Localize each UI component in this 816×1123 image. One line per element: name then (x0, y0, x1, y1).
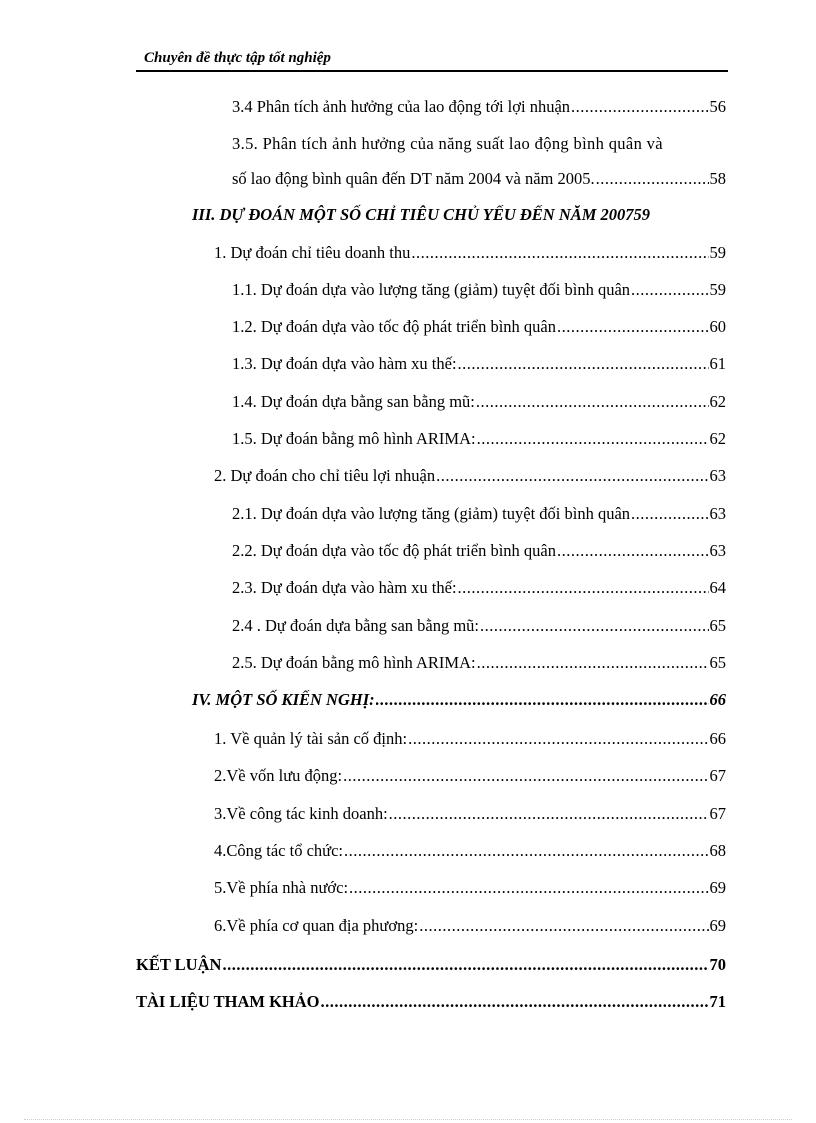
toc-entry-3-1-4[interactable] (232, 392, 726, 412)
toc-entry-page: 65 (709, 653, 726, 672)
toc-entry-title: 1.1. Dự đoán dựa vào lượng tăng (giảm) tuyệt đối bình quân (232, 280, 631, 299)
toc-entry-title: 2.3. Dự đoán dựa vào hàm xu thế: (232, 578, 457, 597)
toc-entry-3-2-4[interactable] (232, 616, 726, 636)
toc-entry-3-1[interactable] (214, 243, 726, 263)
toc-entry-3-2-3[interactable] (232, 578, 726, 598)
leader-dots (349, 878, 708, 898)
toc-entry-page: 56 (709, 97, 726, 116)
leader-dots (408, 729, 708, 749)
leader-dots (344, 841, 709, 861)
toc-section-title: III. DỰ ĐOÁN MỘT SỐ CHỈ TIÊU CHỦ YẾU ĐẾN NĂM 2007 (192, 205, 634, 224)
leader-dots (571, 97, 708, 117)
toc-entry-title: 1.4. Dự đoán dựa bằng san bằng mũ: (232, 392, 475, 411)
toc-entry-title: 2.Về vốn lưu động: (214, 766, 343, 785)
leader-dots (477, 653, 709, 673)
toc-entry-title: 3.Về công tác kinh doanh: (214, 804, 388, 823)
toc-entry-page: 70 (709, 955, 726, 974)
leader-dots (631, 504, 708, 524)
toc-entry-3-1-3[interactable] (232, 354, 726, 374)
page-bottom-divider (24, 1119, 792, 1120)
toc-entry-title: 2.5. Dự đoán bằng mô hình ARIMA: (232, 653, 476, 672)
leader-dots (557, 317, 709, 337)
toc-entry-page: 59 (633, 205, 651, 224)
toc-section-title: KẾT LUẬN (136, 955, 222, 974)
toc-section-3[interactable] (192, 205, 726, 225)
toc-entry-3-5[interactable] (232, 169, 726, 189)
leader-dots (596, 169, 709, 189)
toc-entry-4-5[interactable] (214, 878, 726, 898)
toc-entry-title: số lao động bình quân đến DT năm 2004 và năm 2005. (232, 169, 595, 188)
toc-entry-page: 63 (709, 541, 726, 560)
toc-entry-4-1[interactable] (214, 729, 726, 749)
toc-entry-page: 62 (709, 429, 726, 448)
toc-entry-title: 1. Dự đoán chỉ tiêu doanh thu (214, 243, 411, 262)
toc-entry-page: 67 (709, 804, 726, 823)
leader-dots (419, 916, 708, 936)
toc-entry-title: 1.2. Dự đoán dựa vào tốc độ phát triển bình quân (232, 317, 556, 336)
leader-dots (411, 243, 708, 263)
toc-entry-page: 69 (709, 916, 726, 935)
toc-entry-page: 65 (709, 616, 726, 635)
toc-section-title: TÀI LIỆU THAM KHẢO (136, 992, 320, 1011)
toc-entry-title: 2.1. Dự đoán dựa vào lượng tăng (giảm) tuyệt đối bình quân (232, 504, 631, 523)
toc-entry-title: 2.4 . Dự đoán dựa bằng san bằng mũ: (232, 616, 480, 635)
toc-entry-page: 62 (709, 392, 726, 411)
toc-entry-page: 64 (709, 578, 726, 597)
toc-section-4[interactable] (192, 690, 726, 710)
leader-dots (631, 280, 708, 300)
toc-entry-3-2-5[interactable] (232, 653, 726, 673)
toc-entry-3-2-2[interactable] (232, 541, 726, 561)
leader-dots (480, 616, 708, 636)
toc-entry-page: 59 (709, 243, 726, 262)
toc-entry-page: 63 (709, 466, 726, 485)
toc-entry-title: 3.4 Phân tích ảnh hưởng của lao động tới lợi nhuận (232, 97, 571, 116)
toc-entry-title: 1. Về quản lý tài sản cố định: (214, 729, 408, 748)
header-title: Chuyên đề thực tập tốt nghiệp (144, 50, 331, 66)
toc-entry-4-2[interactable] (214, 766, 726, 786)
toc-conclusion[interactable] (136, 955, 726, 975)
toc-entry-3-1-1[interactable] (232, 280, 726, 300)
leader-dots (477, 429, 709, 449)
leader-dots (343, 766, 708, 786)
toc-entry-3-2[interactable] (214, 466, 726, 486)
toc-entry-3-2-1[interactable] (232, 504, 726, 524)
leader-dots (222, 955, 708, 975)
toc-entry-title: 1.5. Dự đoán bằng mô hình ARIMA: (232, 429, 476, 448)
toc-entry-title: 2.2. Dự đoán dựa vào tốc độ phát triển bình quân (232, 541, 556, 560)
toc-entry-title: 4.Công tác tổ chức: (214, 841, 343, 860)
toc-entry-page: 69 (709, 878, 726, 897)
leader-dots (436, 466, 708, 486)
toc-entry-4-6[interactable] (214, 916, 726, 936)
toc-entry-3-1-5[interactable] (232, 429, 726, 449)
toc-entry-title: 5.Về phía nhà nước: (214, 878, 349, 897)
toc-entry-page: 63 (709, 504, 726, 523)
toc-entry-3-5-line1[interactable]: 3.5. Phân tích ảnh hưởng của năng suất lao động bình quân và (232, 134, 663, 153)
toc-entry-page: 66 (709, 729, 726, 748)
leader-dots (476, 392, 709, 412)
toc-section-title: IV. MỘT SỐ KIẾN NGHỊ: (192, 690, 375, 709)
toc-entry-title: 6.Về phía cơ quan địa phương: (214, 916, 419, 935)
toc-entry-page: 61 (709, 354, 726, 373)
toc-entry-3-1-2[interactable] (232, 317, 726, 337)
leader-dots (321, 992, 709, 1012)
leader-dots (458, 354, 709, 374)
toc-entry-page: 67 (709, 766, 726, 785)
toc-entry-page: 60 (709, 317, 726, 336)
leader-dots (389, 804, 709, 824)
toc-entry-title: 1.3. Dự đoán dựa vào hàm xu thế: (232, 354, 457, 373)
toc-entry-3-4[interactable] (232, 97, 726, 117)
toc-entry-4-4[interactable] (214, 841, 726, 861)
leader-dots (557, 541, 709, 561)
leader-dots (376, 690, 709, 710)
toc-entry-title: 2. Dự đoán cho chỉ tiêu lợi nhuận (214, 466, 436, 485)
toc-entry-page: 66 (709, 690, 726, 709)
leader-dots (458, 578, 709, 598)
toc-entry-page: 68 (709, 841, 726, 860)
toc-entry-4-3[interactable] (214, 804, 726, 824)
toc-entry-page: 59 (709, 280, 726, 299)
toc-entry-page: 71 (709, 992, 726, 1011)
toc-entry-page: 58 (709, 169, 726, 188)
toc-references[interactable] (136, 992, 726, 1012)
